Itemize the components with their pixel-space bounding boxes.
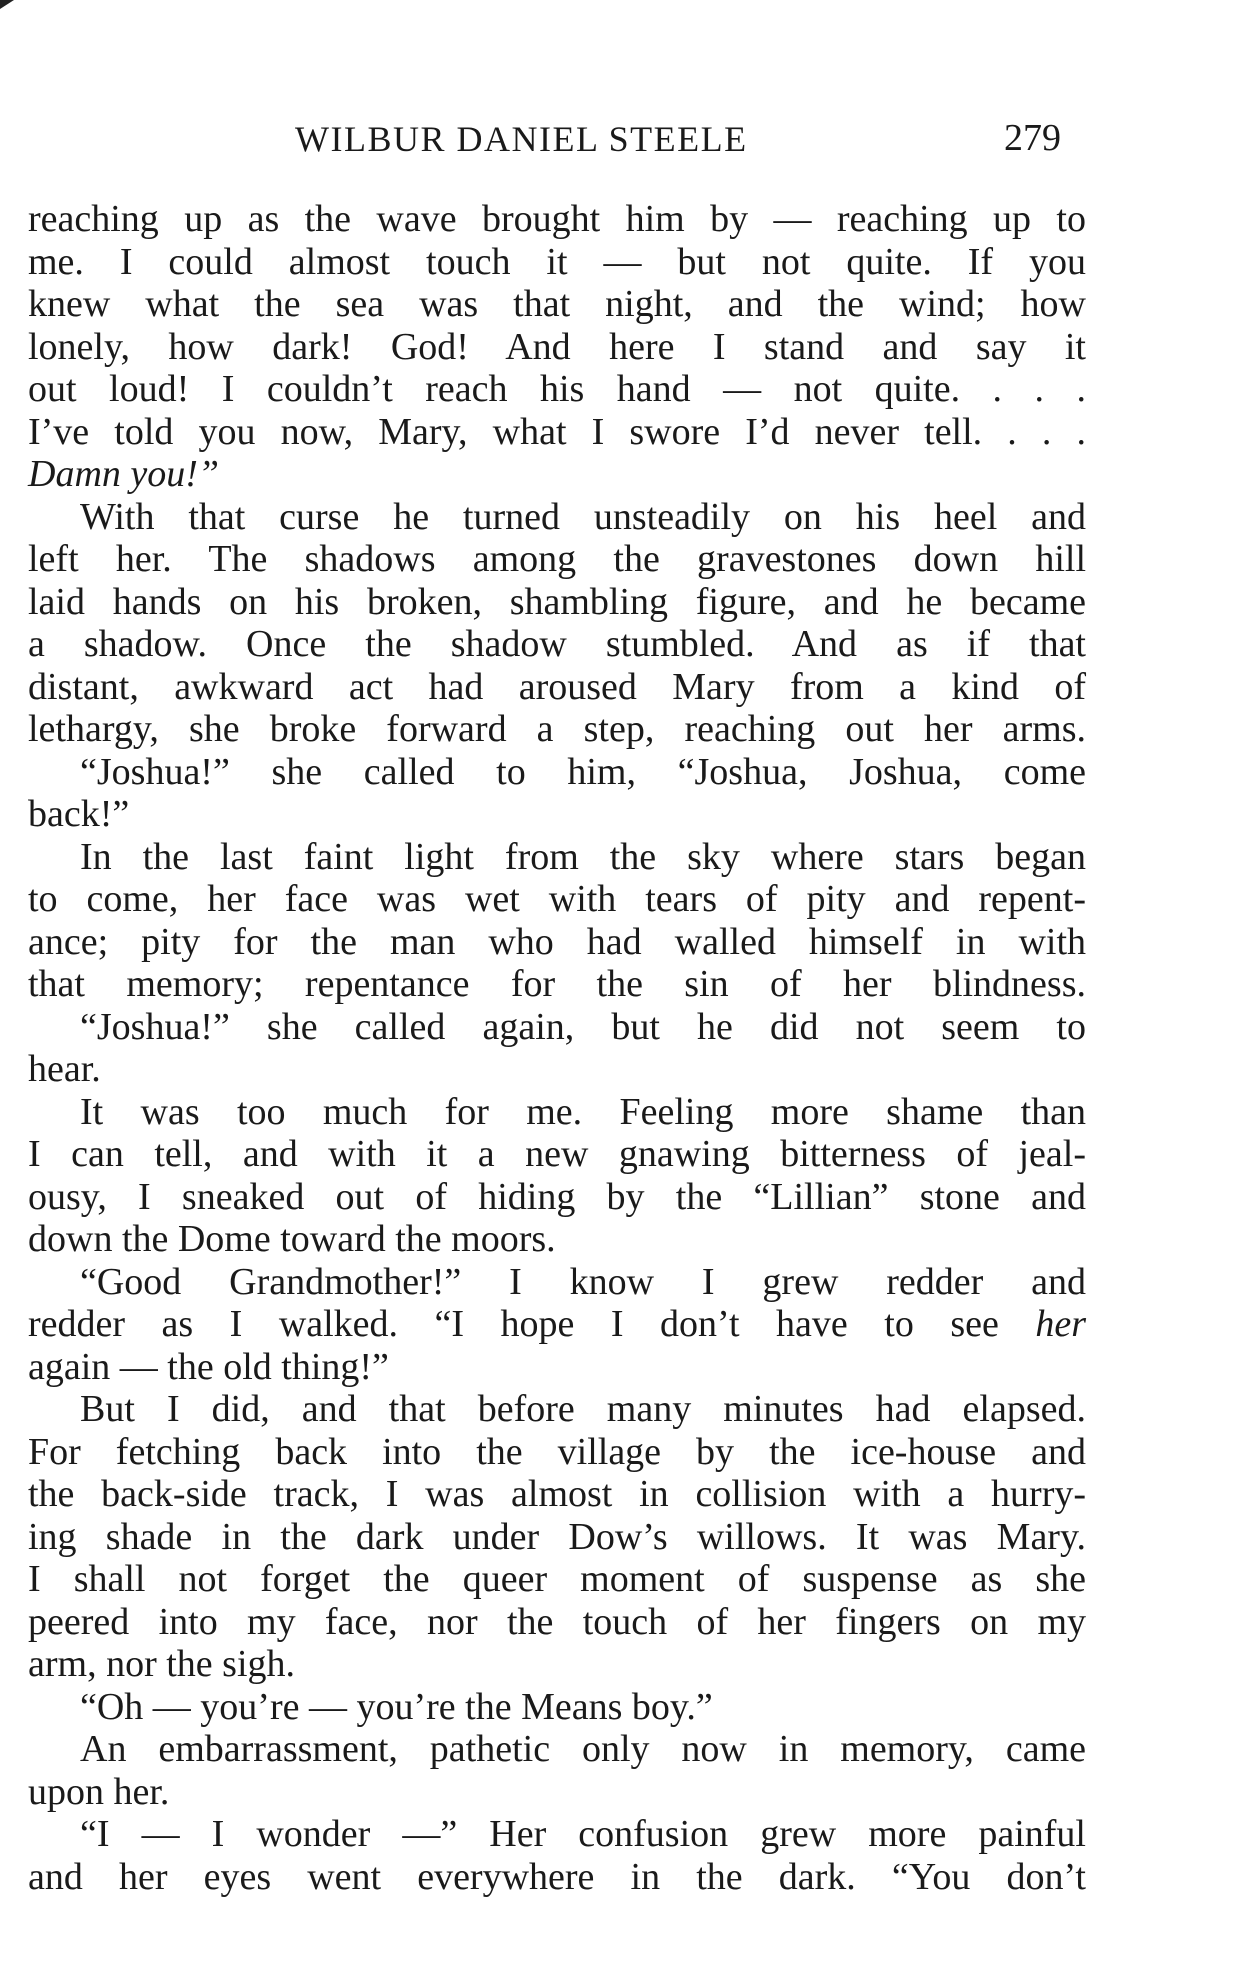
- text-line: hear.: [28, 1048, 101, 1090]
- text-line: laid hands on his broken, shambling figure, and he became: [28, 580, 1086, 623]
- text-line: to come, her face was wet with tears of pity and repent-: [28, 878, 1086, 920]
- text-line: lethargy, she broke forward a step, reaching out her arms.: [28, 708, 1086, 750]
- italic-text: her: [1035, 1303, 1086, 1345]
- text-line: [28, 1303, 1086, 1346]
- text-line: For fetching back into the village by the ice-house and: [28, 1430, 1086, 1473]
- text-line: With that curse he turned unsteadily on his heel and: [80, 495, 1086, 538]
- text-line: “Joshua!” she called again, but he did not seem to: [80, 1005, 1086, 1048]
- text-line: left her. The shadows among the gravestones down hill: [28, 538, 1086, 580]
- text-line: It was too much for me. Feeling more shame than: [80, 1090, 1086, 1133]
- text-line: upon her.: [28, 1770, 170, 1813]
- text-line: knew what the sea was that night, and the wind; how: [28, 283, 1086, 325]
- body-text: [28, 198, 1086, 1898]
- text-line: But I did, and that before many minutes had elapsed.: [80, 1388, 1086, 1430]
- text-line: “Good Grandmother!” I know I grew redder and: [80, 1260, 1086, 1303]
- corner-mark: [0, 0, 14, 9]
- italic-text: Damn you!”: [28, 453, 220, 495]
- text-line: “I — I wonder —” Her confusion grew more painful: [80, 1813, 1086, 1855]
- text-line: out loud! I couldn’t reach his hand — not quite. . . .: [28, 368, 1086, 410]
- page-number: 279: [1004, 117, 1061, 159]
- text-line: lonely, how dark! God! And here I stand and say it: [28, 325, 1086, 368]
- text-segment: redder as I walked. “I hope I don’t have to see: [28, 1303, 1036, 1345]
- text-line: ing shade in the dark under Dow’s willows. It was Mary.: [28, 1515, 1086, 1558]
- text-line: that memory; repentance for the sin of her blindness.: [28, 963, 1086, 1005]
- text-line: “Joshua!” she called to him, “Joshua, Joshua, come: [80, 750, 1086, 793]
- text-line: a shadow. Once the shadow stumbled. And as if that: [28, 623, 1086, 665]
- text-line: In the last faint light from the sky where stars began: [80, 835, 1086, 878]
- text-line: peered into my face, nor the touch of her fingers on my: [28, 1600, 1086, 1643]
- text-line: I’ve told you now, Mary, what I swore I’d never tell. . . .: [28, 410, 1086, 453]
- text-line: reaching up as the wave brought him by — reaching up to: [28, 198, 1086, 240]
- text-line: me. I could almost touch it — but not quite. If you: [28, 240, 1086, 283]
- text-line: [28, 453, 1086, 496]
- text-line: An embarrassment, pathetic only now in memory, came: [80, 1728, 1086, 1770]
- text-line: I shall not forget the queer moment of suspense as she: [28, 1558, 1086, 1600]
- text-line: and her eyes went everywhere in the dark. “You don’t: [28, 1855, 1086, 1898]
- text-line: back!”: [28, 793, 130, 835]
- text-line: ousy, I sneaked out of hiding by the “Lillian” stone and: [28, 1175, 1086, 1218]
- text-line: “Oh — you’re — you’re the Means boy.”: [80, 1685, 713, 1728]
- text-line: distant, awkward act had aroused Mary from a kind of: [28, 665, 1086, 708]
- text-line: ance; pity for the man who had walled himself in with: [28, 920, 1086, 963]
- text-line: I can tell, and with it a new gnawing bitterness of jeal-: [28, 1133, 1086, 1175]
- text-line: down the Dome toward the moors.: [28, 1218, 556, 1260]
- text-line: again — the old thing!”: [28, 1345, 389, 1388]
- text-line: the back-side track, I was almost in collision with a hurry-: [28, 1473, 1086, 1515]
- text-line: arm, nor the sigh.: [28, 1643, 296, 1685]
- running-head: WILBUR DANIEL STEELE: [295, 119, 748, 159]
